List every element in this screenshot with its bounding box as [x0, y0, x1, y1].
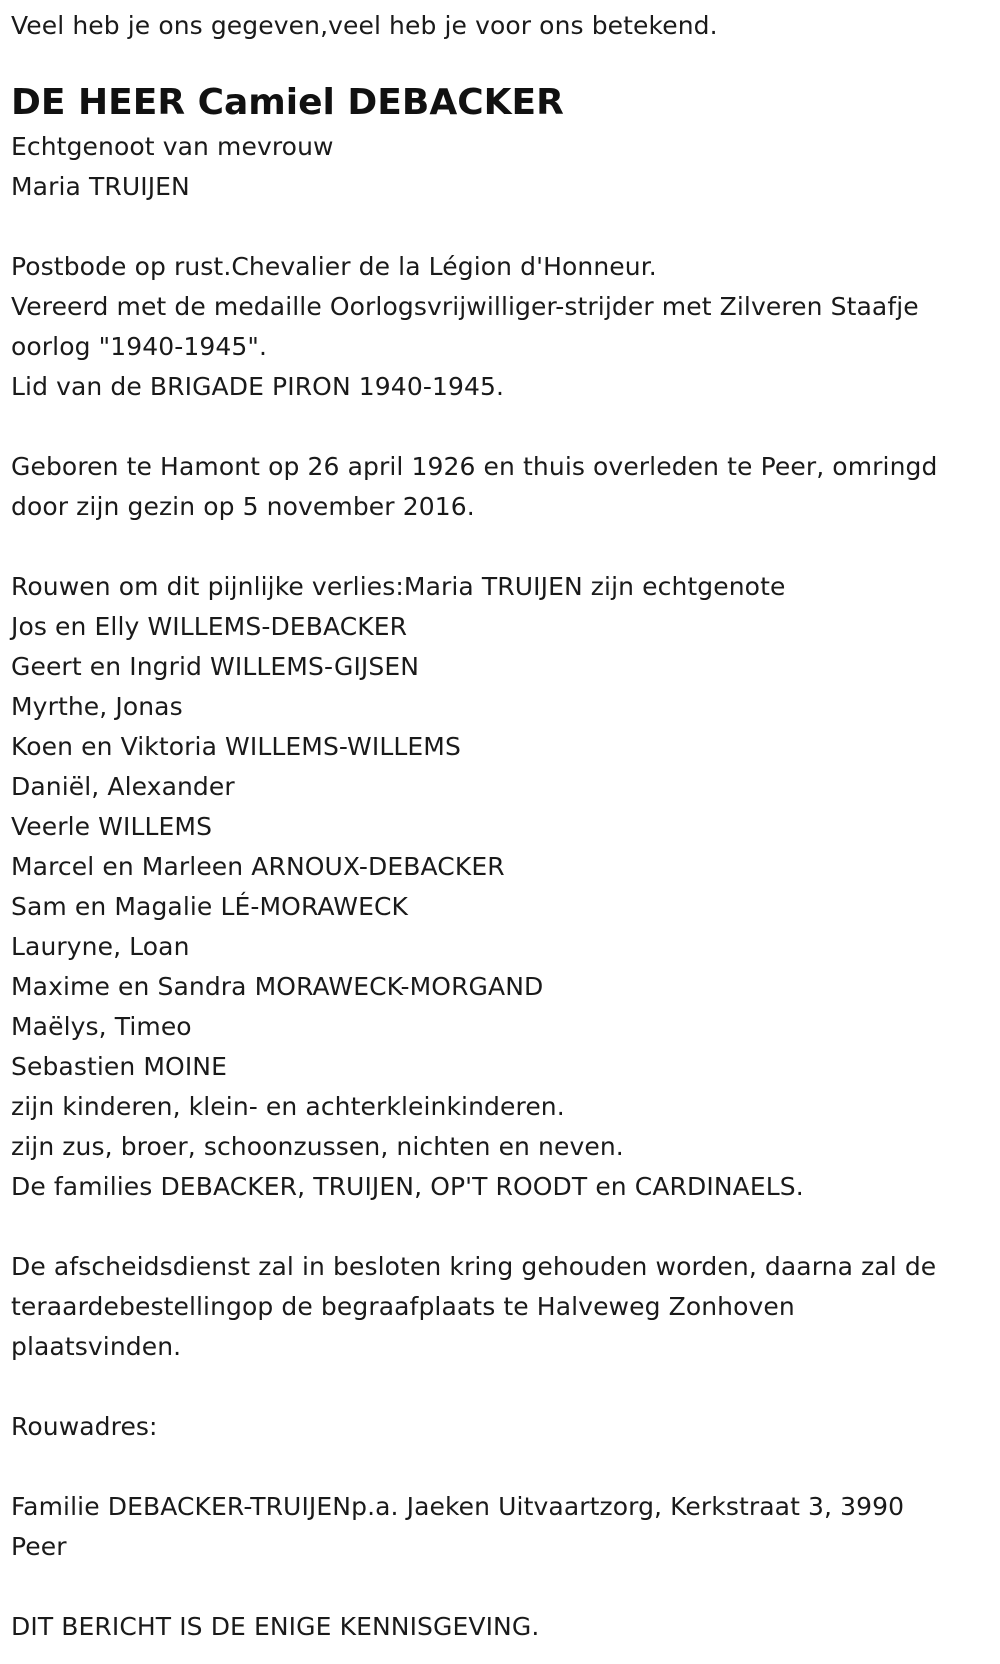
title-line: Postbode op rust.Chevalier de la Légion d'Honneur.: [11, 252, 657, 281]
mourner-line: zijn kinderen, klein- en achterkleinkinderen.: [11, 1092, 565, 1121]
mourner-line: Maëlys, Timeo: [11, 1012, 192, 1041]
spacer: [11, 207, 991, 247]
address-line: Familie DEBACKER-TRUIJENp.a. Jaeken Uitvaartzorg, Kerkstraat 3, 3990: [11, 1492, 905, 1521]
ceremony-line: De afscheidsdienst zal in besloten kring gehouden worden, daarna zal de: [11, 1252, 937, 1281]
spacer: [11, 1367, 991, 1407]
closing-statement: DIT BERICHT IS DE ENIGE KENNISGEVING.: [11, 1612, 540, 1641]
mourner-line: Marcel en Marleen ARNOUX-DEBACKER: [11, 852, 505, 881]
mourner-line: Jos en Elly WILLEMS-DEBACKER: [11, 612, 408, 641]
address-line: Peer: [11, 1532, 67, 1561]
mourner-line: Geert en Ingrid WILLEMS-GIJSEN: [11, 652, 420, 681]
birth-death-line: door zijn gezin op 5 november 2016.: [11, 492, 475, 521]
mourner-line: zijn zus, broer, schoonzussen, nichten en neven.: [11, 1132, 624, 1161]
title-line: Vereerd met de medaille Oorlogsvrijwilliger-strijder met Zilveren Staafje: [11, 292, 919, 321]
birth-death-line: Geboren te Hamont op 26 april 1926 en thuis overleden te Peer, omringd: [11, 452, 938, 481]
address-block: [11, 1487, 991, 1567]
title-line: oorlog "1940-1945".: [11, 332, 268, 361]
mourner-line: Rouwen om dit pijnlijke verlies:Maria TRUIJEN zijn echtgenote: [11, 572, 786, 601]
mourner-line: Myrthe, Jonas: [11, 692, 183, 721]
spacer: [11, 1447, 991, 1487]
birth-death-block: [11, 447, 991, 527]
ceremony-line: plaatsvinden.: [11, 1332, 182, 1361]
spacer: [11, 1567, 991, 1607]
spouse-line: Echtgenoot van mevrouw: [11, 132, 334, 161]
mourner-line: Sebastien MOINE: [11, 1052, 228, 1081]
mourner-line: De families DEBACKER, TRUIJEN, OP'T ROODT en CARDINAELS.: [11, 1172, 804, 1201]
address-label: Rouwadres:: [11, 1412, 158, 1441]
ceremony-line: teraardebestellingop de begraafplaats te Halveweg Zonhoven: [11, 1292, 795, 1321]
mourner-line: Lauryne, Loan: [11, 932, 190, 961]
spacer: [11, 527, 991, 567]
mourners-list: [11, 567, 991, 1207]
spouse-block: [11, 127, 991, 207]
mourner-line: Maxime en Sandra MORAWECK-MORGAND: [11, 972, 544, 1001]
mourner-line: Veerle WILLEMS: [11, 812, 213, 841]
intro-quote: Veel heb je ons gegeven,veel heb je voor ons betekend.: [11, 11, 718, 40]
titles-block: [11, 247, 991, 407]
spouse-name: Maria TRUIJEN: [11, 172, 190, 201]
spacer: [11, 407, 991, 447]
mourner-line: Koen en Viktoria WILLEMS-WILLEMS: [11, 732, 461, 761]
spacer: [11, 1207, 991, 1247]
title-line: Lid van de BRIGADE PIRON 1940-1945.: [11, 372, 505, 401]
death-notice: [11, 0, 991, 1647]
ceremony-block: [11, 1247, 991, 1367]
deceased-name: DE HEER Camiel DEBACKER: [11, 82, 564, 123]
mourner-line: Daniël, Alexander: [11, 772, 235, 801]
mourner-line: Sam en Magalie LÉ-MORAWECK: [11, 892, 409, 921]
